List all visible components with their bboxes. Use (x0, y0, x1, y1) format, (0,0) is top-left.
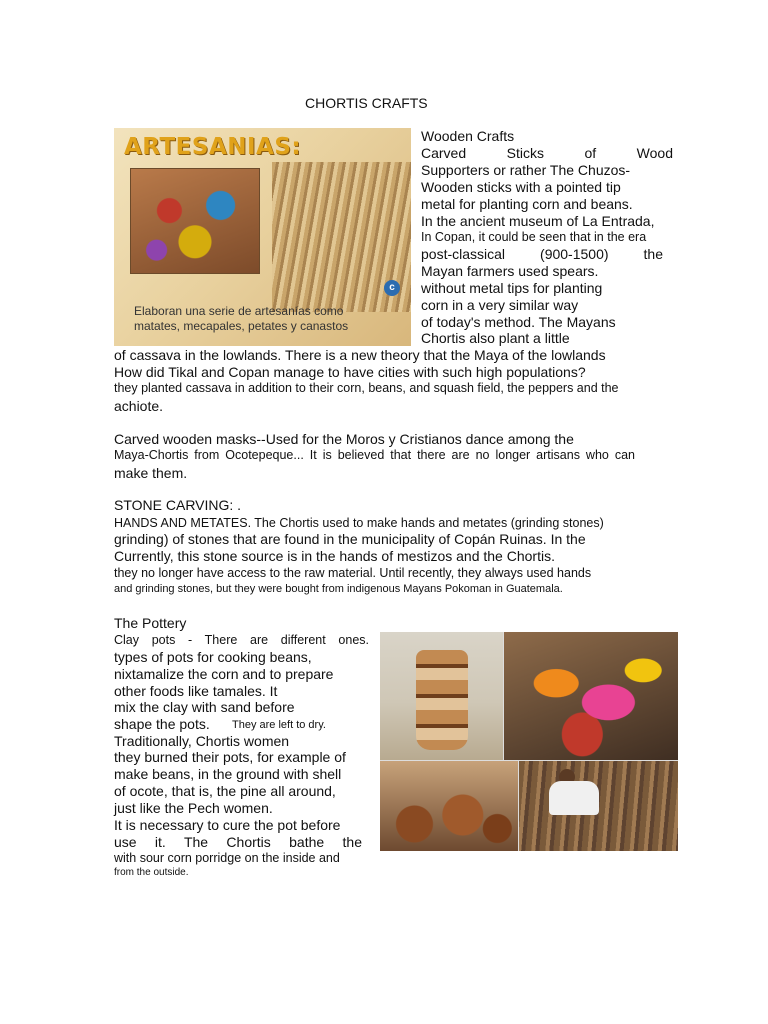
wooden-line: Carved Sticks of Wood (421, 145, 673, 161)
wooden-line: In the ancient museum of La Entrada, (421, 213, 655, 229)
stone-line: grinding) of stones that are found in the municipality of Copán Ruinas. In the (114, 531, 586, 547)
pottery-line: of ocote, that is, the pine all around, (114, 783, 336, 799)
market-pottery-photo (504, 632, 678, 760)
wooden-cont-line: of cassava in the lowlands. There is a new theory that the Maya of the lowlands (114, 347, 606, 363)
wooden-line: post-classical (900-1500) the (421, 246, 663, 262)
painted-vase-photo (380, 632, 503, 760)
artisan-photo (519, 761, 678, 851)
pottery-line: It is necessary to cure the pot before (114, 817, 341, 833)
wooden-line: of today's method. The Mayans (421, 314, 616, 330)
wooden-heading: Wooden Crafts (421, 128, 515, 144)
masks-line: Carved wooden masks--Used for the Moros y Cristianos dance among the (114, 431, 574, 447)
pottery-heading: The Pottery (114, 615, 187, 631)
pottery-line: they burned their pots, for example of (114, 749, 346, 765)
pottery-collage (380, 632, 678, 851)
wooden-line: without metal tips for planting (421, 280, 603, 296)
wooden-cont-line: achiote. (114, 398, 164, 414)
pottery-line: use it. The Chortis bathe the (114, 834, 362, 850)
wooden-line: metal for planting corn and beans. (421, 196, 633, 212)
wooden-line: Supporters or rather The Chuzos- (421, 162, 631, 178)
stone-line: they no longer have access to the raw material. Until recently, they always used hands (114, 566, 592, 580)
pottery-line: shape the pots. (114, 716, 210, 732)
masks-line: Maya-Chortis from Ocotepeque... It is believed that there are no longer artisans who can (114, 448, 635, 462)
wooden-line: Chortis also plant a little (421, 330, 570, 346)
stone-heading: STONE CARVING: . (114, 497, 242, 513)
stone-line: Currently, this stone source is in the hands of mestizos and the Chortis. (114, 548, 555, 564)
stone-line: HANDS AND METATES. The Chortis used to make hands and metates (grinding stones) (114, 516, 604, 530)
pottery-line: from the outside. (114, 867, 189, 878)
wooden-line: Mayan farmers used spears. (421, 263, 599, 279)
pottery-line: Traditionally, Chortis women (114, 733, 290, 749)
wooden-line: In Copan, it could be seen that in the era (421, 230, 647, 244)
pottery-line: just like the Pech women. (114, 800, 273, 816)
pottery-line: other foods like tamales. It (114, 683, 278, 699)
pottery-line: make beans, in the ground with shell (114, 766, 342, 782)
masks-line: make them. (114, 465, 188, 481)
pottery-line: types of pots for cooking beans, (114, 649, 312, 665)
wooden-cont-line: they planted cassava in addition to their corn, beans, and squash field, the peppers and the (114, 381, 619, 395)
artesanias-heading: ARTESANIAS: (124, 134, 302, 160)
page-title: CHORTIS CRAFTS (305, 95, 428, 111)
stone-line: and grinding stones, but they were bought from indigenous Mayans Pokoman in Guatemala. (114, 583, 563, 595)
pottery-line: with sour corn porridge on the inside and (114, 851, 340, 865)
bracelets-photo (130, 168, 260, 274)
wooden-line: Wooden sticks with a pointed tip (421, 179, 621, 195)
wooden-line: corn in a very similar way (421, 297, 579, 313)
pottery-line: They are left to dry. (232, 719, 326, 731)
artesanias-caption: Elaboran una serie de artesanías como matates, mecapales, petates y canastos (134, 304, 349, 333)
artesanias-image (114, 128, 411, 346)
logo-badge: c (384, 280, 400, 296)
pottery-line: nixtamalize the corn and to prepare (114, 666, 334, 682)
pottery-line: Clay pots - There are different ones. (114, 633, 369, 647)
pottery-line: mix the clay with sand before (114, 699, 295, 715)
clay-pots-photo (380, 761, 518, 851)
wooden-cont-line: How did Tikal and Copan manage to have cities with such high populations? (114, 364, 586, 380)
